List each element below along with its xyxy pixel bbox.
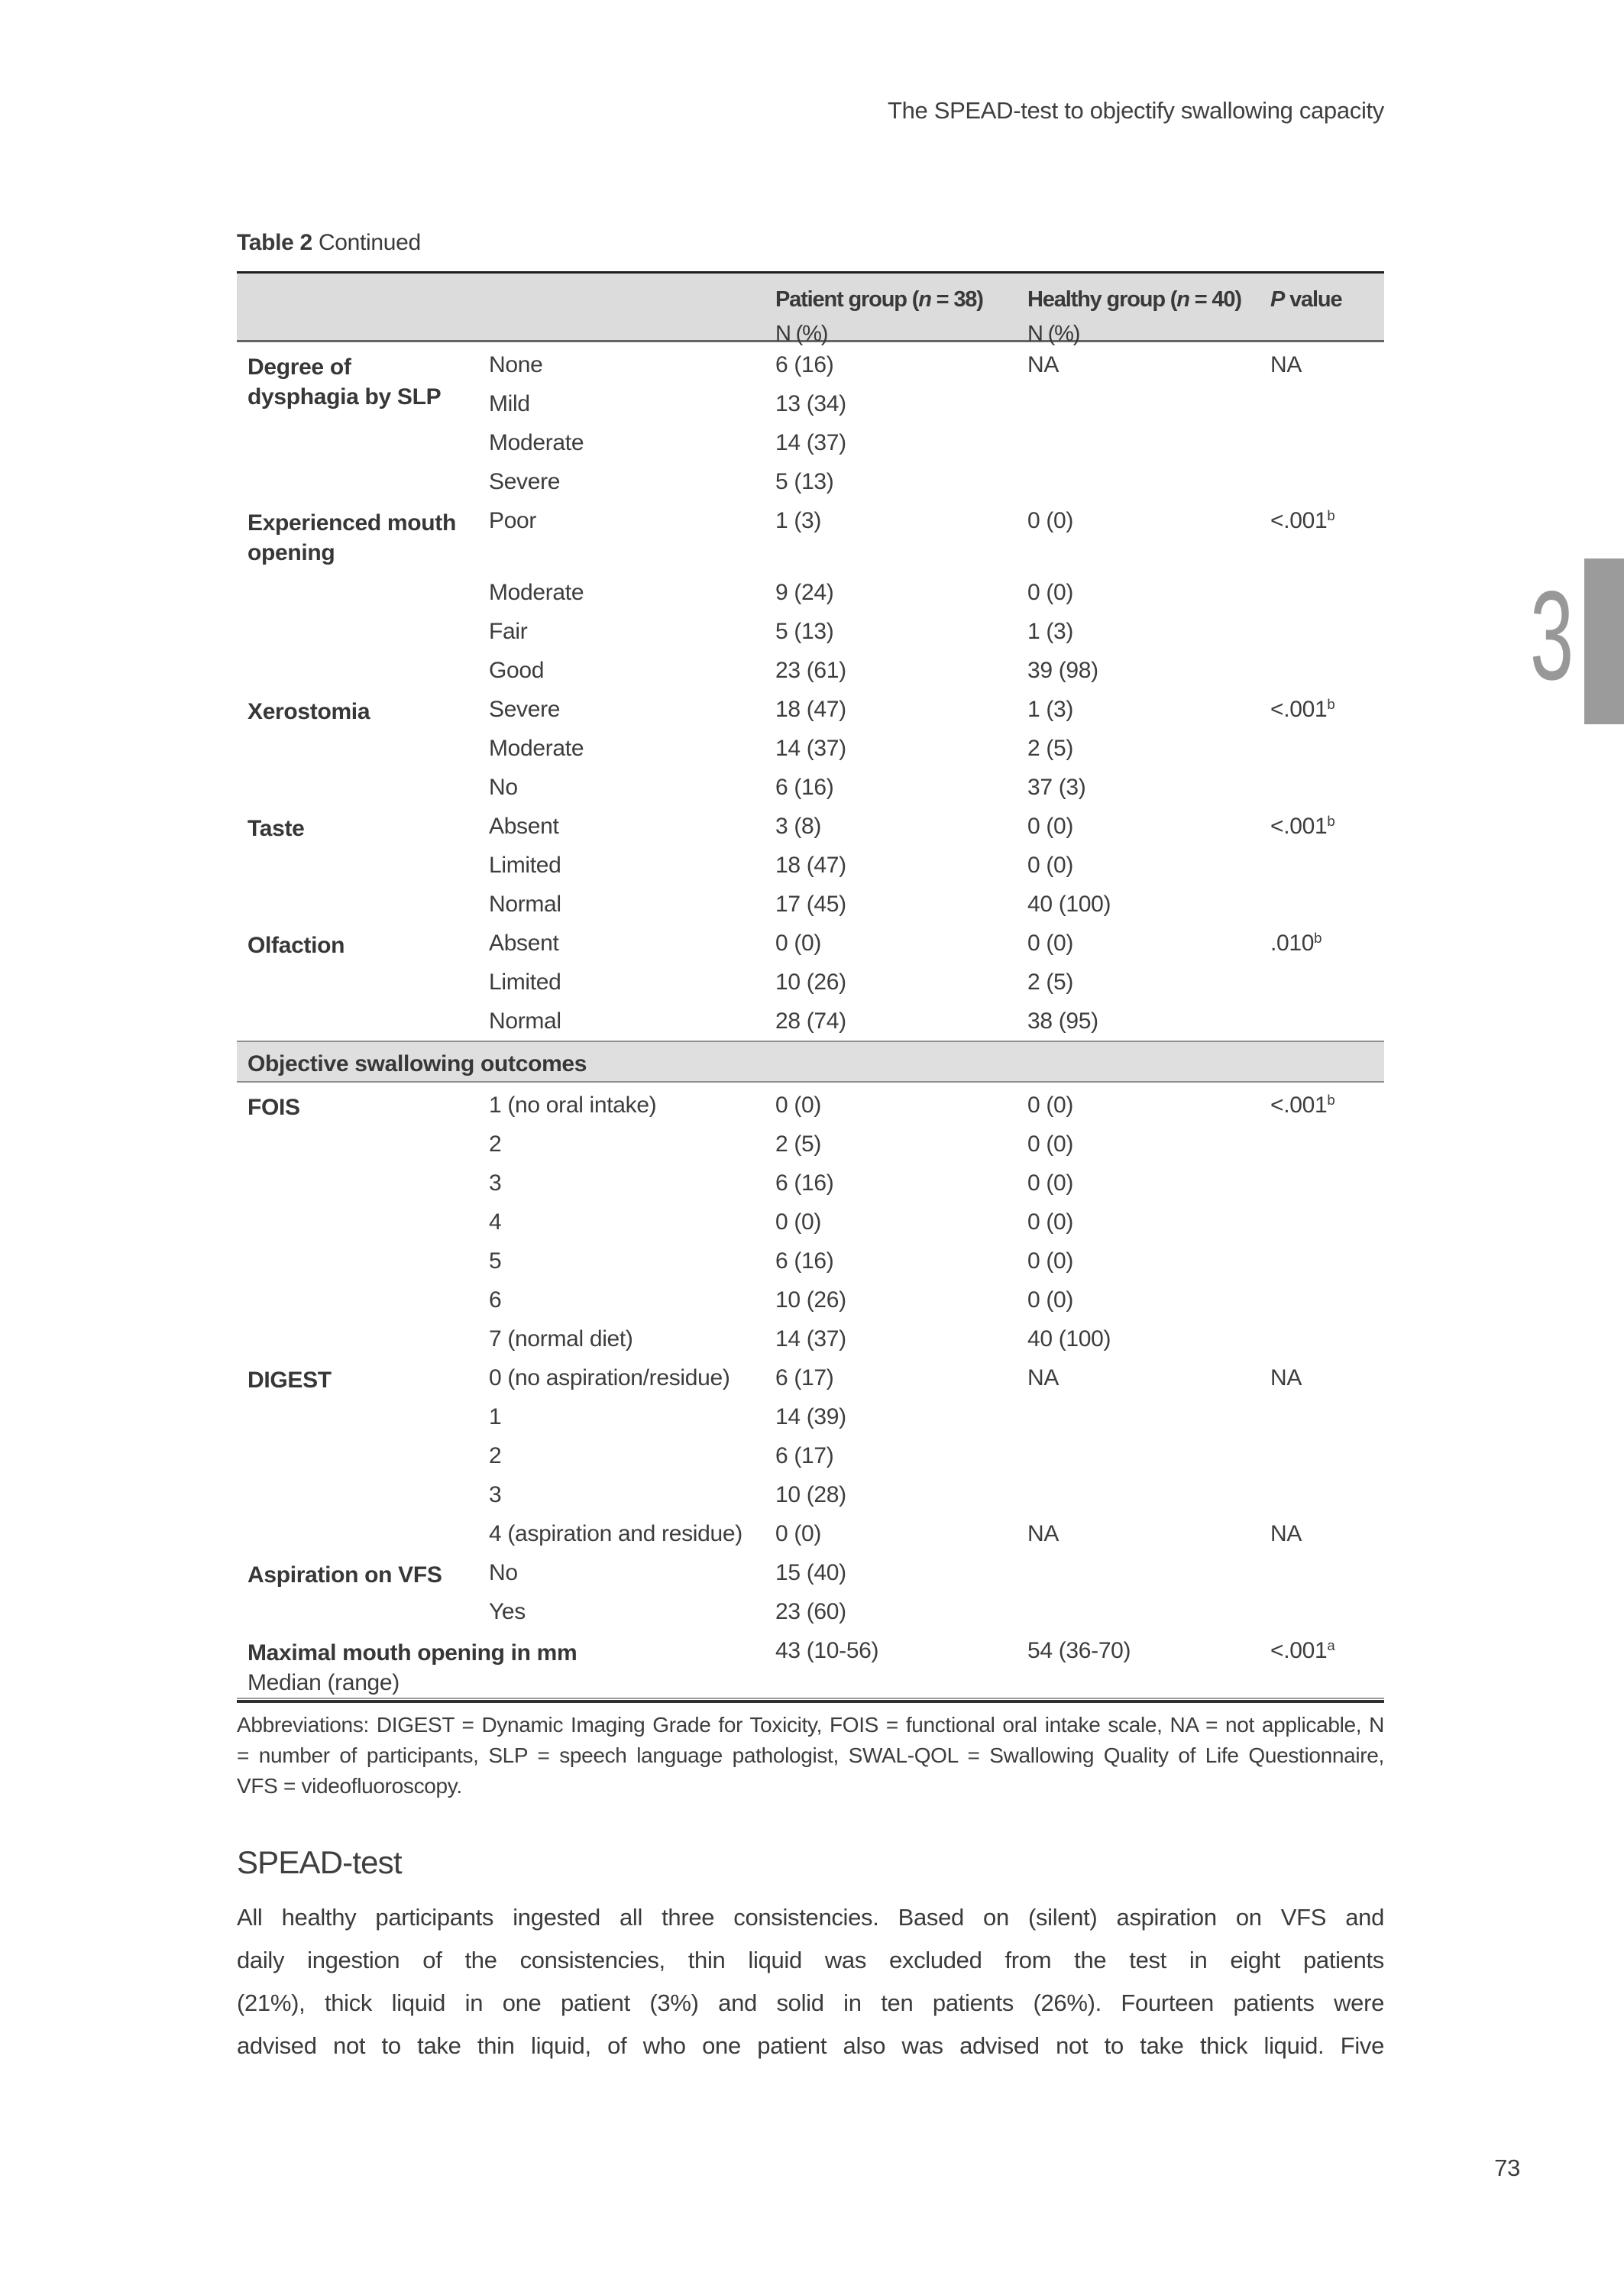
healthy-value-cell: 40 (100) — [1027, 892, 1111, 917]
category-cell: Experienced mouth opening — [247, 510, 456, 565]
patient-value-cell: 6 (16) — [775, 1248, 834, 1274]
p-value-cell: <.001$^b$ — [1270, 507, 1335, 533]
p-value-cell: NA — [1270, 1365, 1302, 1390]
table-caption-label: Table 2 — [237, 230, 312, 255]
patient-value-cell: 6 (16) — [775, 352, 834, 377]
p-value-footnote-mark: b — [1327, 1091, 1335, 1108]
subcategory-cell: 4 (aspiration and residue) — [489, 1521, 742, 1546]
category-cell: DIGEST — [247, 1368, 332, 1393]
subcategory-cell: 5 — [489, 1248, 502, 1274]
patient-value-cell: 15 (40) — [775, 1560, 846, 1585]
abbreviations-note — [237, 1710, 1384, 1802]
patient-value-cell: 10 (26) — [775, 970, 846, 995]
subcategory-cell: 2 — [489, 1131, 502, 1157]
subcategory-cell: 3 — [489, 1170, 502, 1196]
patient-value-cell: 18 (47) — [775, 697, 846, 722]
healthy-n-percent-label: N (%) — [1027, 322, 1080, 346]
table-row — [237, 1589, 1384, 1628]
table-row — [237, 1316, 1384, 1355]
patient-value-cell: 23 (60) — [775, 1599, 846, 1624]
chapter-tab — [1584, 558, 1624, 724]
healthy-value-cell: 0 (0) — [1027, 1287, 1074, 1313]
patient-n-percent-label: N (%) — [775, 322, 828, 346]
patient-value-cell: 23 (61) — [775, 658, 846, 683]
healthy-value-cell: 0 (0) — [1027, 580, 1074, 605]
patient-value-cell: 18 (47) — [775, 853, 846, 878]
healthy-value-cell: 0 (0) — [1027, 1248, 1074, 1274]
p-value-cell: <.001$^b$ — [1270, 1091, 1335, 1118]
patient-value-cell: 6 (16) — [775, 775, 834, 800]
healthy-value-cell: 0 (0) — [1027, 853, 1074, 878]
subcategory-cell: Limited — [489, 970, 561, 995]
patient-value-cell: 14 (37) — [775, 430, 846, 455]
healthy-value-cell: NA — [1027, 352, 1059, 377]
table-row — [237, 498, 1384, 570]
table-header-row — [237, 271, 1384, 346]
healthy-group-header: Healthy group (n = 40) N (%) — [1027, 283, 1241, 351]
patient-value-cell: 28 (74) — [775, 1008, 846, 1034]
subcategory-cell: Limited — [489, 853, 561, 878]
p-value-cell: NA — [1270, 1521, 1302, 1546]
healthy-value-cell: 1 (3) — [1027, 697, 1074, 722]
table-caption-continued: Continued — [318, 230, 421, 255]
results-table — [237, 271, 1384, 1703]
patient-value-cell: 0 (0) — [775, 1521, 822, 1546]
section-header-label: Objective swallowing outcomes — [247, 1051, 587, 1076]
table-row — [237, 804, 1384, 843]
abbreviation-line: VFS = videofluoroscopy. — [237, 1774, 462, 1798]
p-value-footnote-mark: b — [1314, 929, 1322, 946]
p-value-footnote-mark: b — [1327, 507, 1335, 523]
patient-value-cell: 0 (0) — [775, 1093, 822, 1118]
running-head: The SPEAD-test to objectify swallowing capacity — [887, 97, 1384, 124]
table-row — [237, 1238, 1384, 1277]
subcategory-cell: Absent — [489, 931, 559, 956]
table-row — [237, 1433, 1384, 1472]
subcategory-cell: Moderate — [489, 430, 584, 455]
p-value-cell: .010$^b$ — [1270, 929, 1322, 956]
table-row — [237, 1122, 1384, 1161]
subcategory-cell: No — [489, 1560, 518, 1585]
healthy-value-cell: 0 (0) — [1027, 1170, 1074, 1196]
subcategory-cell: Moderate — [489, 736, 584, 761]
paragraph-line: (21%), thick liquid in one patient (3%) and solid in ten patients (26%). Fourteen patients were — [237, 1989, 1384, 2016]
table-row — [237, 882, 1384, 921]
subcategory-cell: Yes — [489, 1599, 526, 1624]
paragraph-line: advised not to take thin liquid, of who one patient also was advised not to take thick liquid. Five — [237, 2032, 1384, 2059]
paragraph-line: daily ingestion of the consistencies, thin liquid was excluded from the test in eight patients — [237, 1947, 1384, 1973]
table-row — [237, 1472, 1384, 1511]
patient-value-cell: 9 (24) — [775, 580, 834, 605]
category-cell: Maximal mouth opening in mm Median (range) — [247, 1640, 577, 1695]
table-row — [237, 570, 1384, 609]
category-cell: Taste — [247, 816, 305, 841]
healthy-value-cell: 0 (0) — [1027, 508, 1074, 533]
subcategory-cell: Poor — [489, 508, 537, 533]
table-row — [237, 1511, 1384, 1550]
healthy-value-cell: 39 (98) — [1027, 658, 1098, 683]
table-bottom-border — [237, 1698, 1384, 1703]
healthy-value-cell: 40 (100) — [1027, 1326, 1111, 1352]
subcategory-cell: Moderate — [489, 580, 584, 605]
table-row — [237, 381, 1384, 420]
healthy-value-cell: NA — [1027, 1365, 1059, 1390]
healthy-value-cell: 2 (5) — [1027, 736, 1074, 761]
paragraph-line: All healthy participants ingested all three consistencies. Based on (silent) aspiration on VFS and — [237, 1904, 1384, 1931]
healthy-value-cell: 1 (3) — [1027, 619, 1074, 644]
p-value-cell: <.001$^b$ — [1270, 812, 1335, 839]
subcategory-cell: Mild — [489, 391, 530, 416]
table-row — [237, 1394, 1384, 1433]
p-value-footnote-mark: b — [1327, 812, 1335, 829]
table-row — [237, 1199, 1384, 1238]
patient-value-cell: 0 (0) — [775, 1209, 822, 1235]
healthy-value-cell: 0 (0) — [1027, 814, 1074, 839]
healthy-value-cell: 54 (36-70) — [1027, 1638, 1131, 1663]
body-paragraph — [237, 1896, 1384, 2067]
category-cell: Xerostomia — [247, 699, 370, 724]
subcategory-cell: 6 — [489, 1287, 502, 1313]
subcategory-cell: Normal — [489, 1008, 561, 1034]
healthy-value-cell: 0 (0) — [1027, 1093, 1074, 1118]
abbreviation-line: = number of participants, SLP = speech language pathologist, SWAL-QOL = Swallowing Quality of Life Questionnaire, — [237, 1743, 1384, 1767]
table-row — [237, 921, 1384, 960]
patient-value-cell: 0 (0) — [775, 931, 822, 956]
subcategory-cell: No — [489, 775, 518, 800]
subcategory-cell: Fair — [489, 619, 528, 644]
subcategory-cell: 2 — [489, 1443, 502, 1468]
patient-value-cell: 14 (37) — [775, 736, 846, 761]
patient-value-cell: 14 (37) — [775, 1326, 846, 1352]
patient-value-cell: 17 (45) — [775, 892, 846, 917]
section-header-row — [237, 1041, 1384, 1083]
patient-value-cell: 6 (17) — [775, 1443, 834, 1468]
p-value-footnote-mark: b — [1327, 695, 1335, 712]
p-value-cell: NA — [1270, 352, 1302, 377]
chapter-number: 3 — [1529, 565, 1574, 707]
subcategory-cell: Good — [489, 658, 545, 683]
table-row — [237, 420, 1384, 459]
table-row — [237, 1277, 1384, 1316]
p-value-footnote-mark: a — [1327, 1636, 1335, 1653]
subcategory-cell: Severe — [489, 469, 561, 494]
table-row — [237, 1083, 1384, 1122]
subcategory-cell: Absent — [489, 814, 559, 839]
table-row — [237, 648, 1384, 687]
healthy-value-cell: 0 (0) — [1027, 931, 1074, 956]
patient-value-cell: 14 (39) — [775, 1404, 846, 1429]
table-row — [237, 1355, 1384, 1394]
healthy-value-cell: 37 (3) — [1027, 775, 1086, 800]
p-value-cell: <.001$^a$ — [1270, 1636, 1335, 1663]
table-row — [237, 459, 1384, 498]
patient-value-cell: 10 (26) — [775, 1287, 846, 1313]
subcategory-cell: 0 (no aspiration/residue) — [489, 1365, 730, 1390]
patient-group-header: Patient group (n = 38) N (%) — [775, 283, 983, 351]
table-row — [237, 1550, 1384, 1589]
patient-value-cell: 5 (13) — [775, 469, 834, 494]
patient-value-cell: 5 (13) — [775, 619, 834, 644]
healthy-value-cell: 0 (0) — [1027, 1131, 1074, 1157]
patient-value-cell: 10 (28) — [775, 1482, 846, 1507]
healthy-value-cell: 2 (5) — [1027, 970, 1074, 995]
subcategory-cell: 4 — [489, 1209, 502, 1235]
patient-value-cell: 6 (16) — [775, 1170, 834, 1196]
subcategory-cell: 1 — [489, 1404, 502, 1429]
table-row — [237, 960, 1384, 999]
table-row — [237, 726, 1384, 765]
table-row — [237, 609, 1384, 648]
patient-value-cell: 1 (3) — [775, 508, 822, 533]
healthy-value-cell: 0 (0) — [1027, 1209, 1074, 1235]
abbreviation-line: Abbreviations: DIGEST = Dynamic Imaging Grade for Toxicity, FOIS = functional oral intake scale, NA = not applicable, N — [237, 1713, 1384, 1737]
category-cell: Degree of dysphagia by SLP — [247, 354, 442, 410]
table-caption — [237, 230, 421, 256]
category-cell: FOIS — [247, 1095, 300, 1120]
patient-value-cell: 3 (8) — [775, 814, 822, 839]
section-heading: SPEAD-test — [237, 1844, 402, 1880]
patient-value-cell: 13 (34) — [775, 391, 846, 416]
subcategory-cell: None — [489, 352, 543, 377]
subcategory-cell: 7 (normal diet) — [489, 1326, 633, 1352]
p-value-cell: <.001$^b$ — [1270, 695, 1335, 722]
category-cell: Aspiration on VFS — [247, 1562, 442, 1588]
category-cell: Olfaction — [247, 933, 345, 958]
table-row — [237, 1628, 1384, 1698]
page-number: 73 — [1494, 2154, 1520, 2181]
patient-value-cell: 2 (5) — [775, 1131, 822, 1157]
subcategory-cell: Severe — [489, 697, 561, 722]
healthy-value-cell: NA — [1027, 1521, 1059, 1546]
table-row — [237, 843, 1384, 882]
patient-value-cell: 43 (10-56) — [775, 1638, 879, 1663]
patient-value-cell: 6 (17) — [775, 1365, 834, 1390]
table-row — [237, 999, 1384, 1038]
subcategory-cell: 1 (no oral intake) — [489, 1093, 657, 1118]
p-value-header: P value — [1270, 287, 1342, 312]
subcategory-cell: 3 — [489, 1482, 502, 1507]
subcategory-cell: Normal — [489, 892, 561, 917]
table-row — [237, 1161, 1384, 1199]
table-row — [237, 765, 1384, 804]
table-row — [237, 687, 1384, 726]
healthy-value-cell: 38 (95) — [1027, 1008, 1098, 1034]
